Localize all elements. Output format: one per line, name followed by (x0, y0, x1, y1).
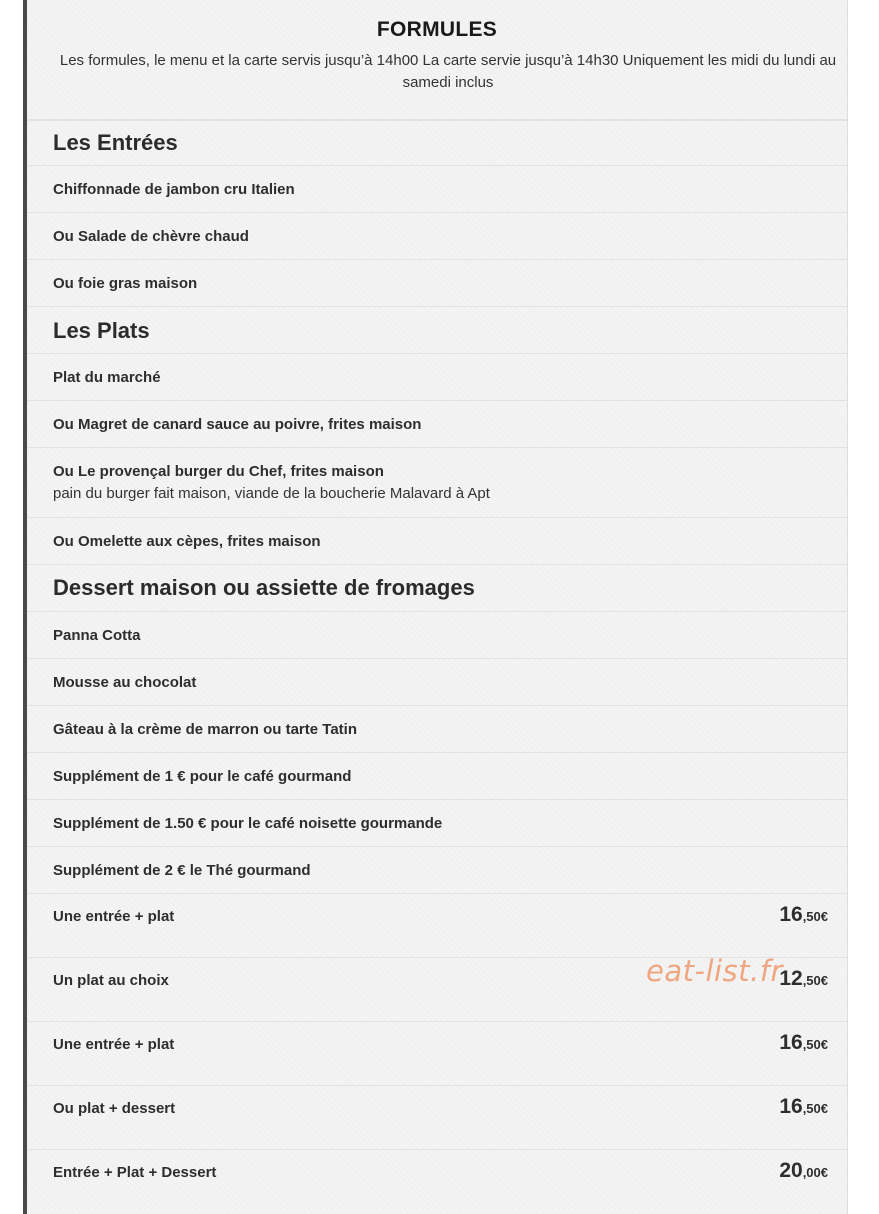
price-decimal: ,50€ (802, 1101, 828, 1116)
menu-item-label: Mousse au chocolat (53, 674, 197, 691)
formula-price (779, 903, 828, 927)
page-subtitle: Les formules, le menu et la carte servis jusqu’à 14h00 La carte servie jusqu’à 14h30 Uniquement les midi du lundi au samedi inclus (59, 52, 837, 91)
menu-item (27, 166, 847, 213)
price-integer: 16 (779, 1031, 803, 1054)
menu-item (27, 448, 847, 518)
price-integer: 12 (779, 967, 803, 990)
menu-item-label: Gâteau à la crème de marron ou tarte Tatin (53, 721, 357, 738)
price-integer: 16 (779, 903, 803, 926)
menu-item (27, 213, 847, 260)
menu-item (27, 659, 847, 706)
menu-item (27, 800, 847, 847)
formula-price (779, 1095, 828, 1119)
formula-label: Une entrée + plat (53, 1036, 175, 1053)
page-title: FORMULES (376, 18, 498, 41)
formula-row (27, 894, 847, 958)
menu-item (27, 354, 847, 401)
menu-item (27, 706, 847, 753)
formula-label: Ou plat + dessert (53, 1100, 176, 1117)
menu-item-label: Chiffonnade de jambon cru Italien (53, 181, 295, 198)
formula-row (27, 1150, 847, 1214)
menu-item-label: Supplément de 2 € le Thé gourmand (53, 862, 311, 879)
section-header-entrees (27, 120, 847, 166)
formula-label: Entrée + Plat + Dessert (53, 1164, 217, 1181)
section-header-plats (27, 307, 847, 354)
menu-item-label: Plat du marché (53, 369, 161, 386)
menu-item (27, 847, 847, 894)
menu-panel (27, 0, 848, 1214)
menu-header (27, 0, 847, 121)
menu-item (27, 753, 847, 800)
menu-item (27, 401, 847, 448)
formula-label: Un plat au choix (53, 972, 169, 989)
menu-item-label: Ou Salade de chèvre chaud (53, 228, 249, 245)
formula-price (779, 1031, 828, 1055)
section-title: Les Plats (53, 318, 150, 343)
menu-item-label: Panna Cotta (53, 627, 141, 644)
menu-item-note: pain du burger fait maison, viande de la boucherie Malavard à Apt (53, 485, 490, 502)
menu-item-label: Supplément de 1 € pour le café gourmand (53, 768, 352, 785)
price-integer: 16 (779, 1095, 803, 1118)
price-decimal: ,50€ (802, 1037, 828, 1052)
menu-item (27, 260, 847, 307)
menu-item-label: Ou Magret de canard sauce au poivre, frites maison (53, 416, 422, 433)
menu-item-label: Ou Le provençal burger du Chef, frites maison (53, 463, 384, 480)
price-decimal: ,50€ (802, 973, 828, 988)
menu-item-label: Ou foie gras maison (53, 275, 198, 292)
section-header-desserts (27, 565, 847, 612)
formula-price (779, 967, 828, 991)
section-title: Dessert maison ou assiette de fromages (53, 575, 475, 600)
formula-label: Une entrée + plat (53, 908, 175, 925)
formula-price (779, 1159, 828, 1183)
formula-row (27, 1086, 847, 1150)
formula-row (27, 1022, 847, 1086)
menu-item (27, 518, 847, 565)
section-title: Les Entrées (53, 130, 178, 155)
price-decimal: ,50€ (802, 909, 828, 924)
menu-item-label: Ou Omelette aux cèpes, frites maison (53, 533, 321, 550)
watermark-text: eat-list.fr (646, 954, 783, 988)
menu-item (27, 612, 847, 659)
price-integer: 20 (779, 1159, 803, 1182)
price-decimal: ,00€ (802, 1165, 828, 1180)
menu-item-label: Supplément de 1.50 € pour le café noisette gourmande (53, 815, 443, 832)
